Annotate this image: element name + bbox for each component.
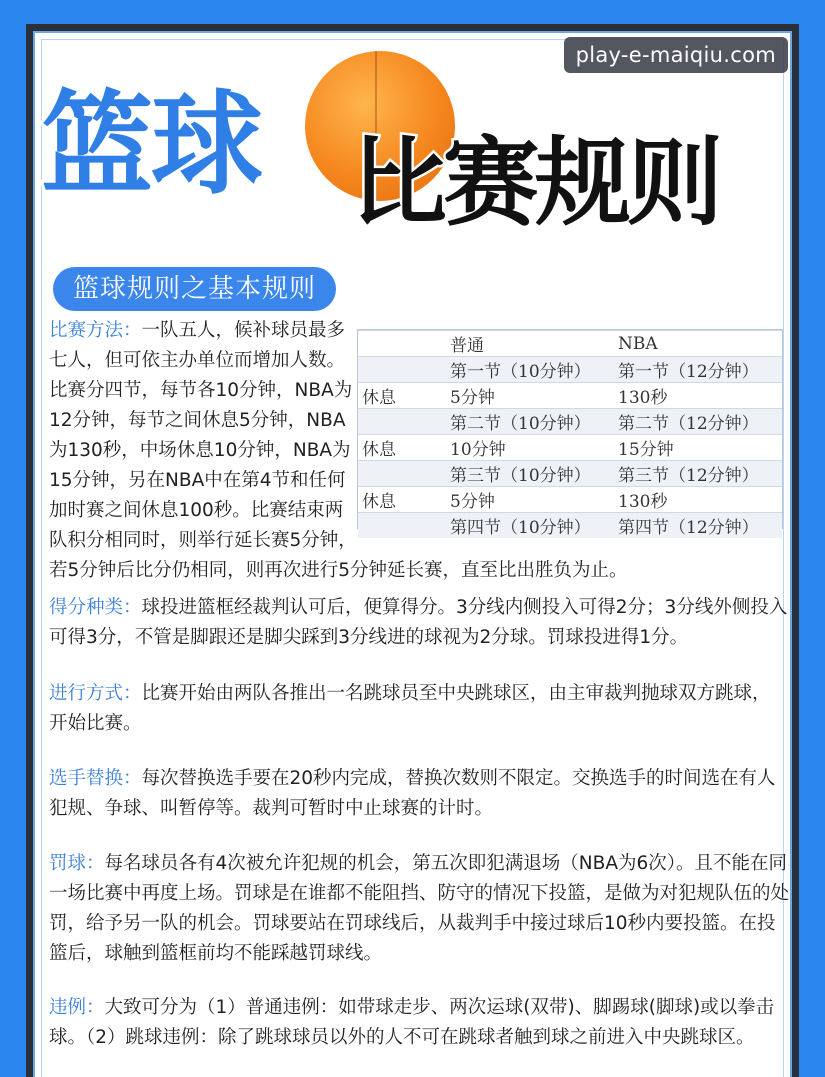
- table-row: [358, 435, 782, 461]
- label: 进行方式：: [49, 683, 142, 704]
- table-cell: 15分钟: [614, 435, 782, 461]
- table-cell: NBA: [614, 331, 782, 357]
- table-cell: 5分钟: [446, 383, 614, 409]
- table-row: [358, 331, 782, 357]
- table-cell: 第二节（10分钟）: [446, 409, 614, 435]
- poster-frame: [26, 24, 799, 1077]
- table-cell: 第一节（10分钟）: [446, 357, 614, 383]
- table-cell: [358, 461, 446, 487]
- table-row: [358, 357, 782, 383]
- table-row: [358, 409, 782, 435]
- table-cell: 第四节（10分钟）: [446, 513, 614, 539]
- line: 队积分相同时，则举行延长赛5分钟，: [49, 530, 357, 551]
- paragraph-free-throw: [49, 849, 789, 969]
- table-row: [358, 383, 782, 409]
- table-cell: 130秒: [614, 383, 782, 409]
- label: 选手替换：: [49, 768, 142, 789]
- table-cell: [358, 331, 446, 357]
- text: 比赛开始由两队各推出一名跳球员至中央跳球区，由主审裁判抛球双方跳球，开始比赛。: [49, 683, 771, 734]
- table-cell: 5分钟: [446, 487, 614, 513]
- table-cell: 第二节（12分钟）: [614, 409, 782, 435]
- title-rules: 比赛规则: [351, 127, 719, 239]
- table-cell: 第三节（12分钟）: [614, 461, 782, 487]
- label: 比赛方法：: [49, 320, 142, 341]
- line: 15分钟，另在NBA中在第4节和任何: [49, 470, 346, 491]
- table-row: [358, 487, 782, 513]
- text: 大致可分为（1）普通违例：如带球走步、两次运球(双带)、脚踢球(脚球)或以拳击球。（2）跳球违例：除了跳球球员以外的人不可在跳球者触到球之前进入中央跳球区。: [49, 997, 775, 1048]
- text: 每次替换选手要在20秒内完成，替换次数则不限定。交换选手的时间选在有人犯规、争球、叫暂停等。裁判可暂时中止球赛的计时。: [49, 768, 776, 819]
- watermark: play-e-maiqiu.com: [564, 37, 788, 73]
- section-title: 篮球规则之基本规则: [53, 267, 336, 311]
- paragraph-procedure: [49, 679, 789, 739]
- title-basketball: 篮球: [41, 80, 261, 210]
- line: 七人，但可依主办单位而增加人数。: [49, 350, 346, 371]
- text: 一队五人，候补球员最多: [141, 320, 346, 341]
- paragraph-violations: [49, 993, 789, 1053]
- table-cell: 休息: [358, 487, 446, 513]
- table-cell: 第三节（10分钟）: [446, 461, 614, 487]
- table-row: [358, 461, 782, 487]
- label: 罚球：: [49, 853, 105, 874]
- label: 违例：: [49, 997, 105, 1018]
- table-cell: 第四节（12分钟）: [614, 513, 782, 539]
- poster: [33, 31, 792, 1077]
- schedule-table-frame: [357, 329, 783, 538]
- schedule-table: [358, 330, 782, 538]
- line: 加时赛之间休息100秒。比赛结束两: [49, 500, 344, 521]
- line: 12分钟，每节之间休息5分钟，NBA: [49, 410, 346, 431]
- table-cell: [358, 409, 446, 435]
- table-cell: [358, 513, 446, 539]
- text: 每名球员各有4次被允许犯规的机会，第五次即犯满退场（NBA为6次）。且不能在同一场比赛中再度上场。罚球是在谁都不能阻挡、防守的情况下投篮，是做为对犯规队伍的处罚，给予另一队的机会。罚球要站在罚球线后，从裁判手中接过球后10秒内要投篮。在投篮后，球触到篮框前均不能踩越罚球线。: [49, 853, 790, 964]
- line: 为130秒，中场休息10分钟，NBA为: [49, 440, 351, 461]
- table-cell: 第一节（12分钟）: [614, 357, 782, 383]
- table-cell: 休息: [358, 435, 446, 461]
- table-cell: 休息: [358, 383, 446, 409]
- line: 若5分钟后比分仍相同，则再次进行5分钟延长赛，直至比出胜负为止。: [49, 560, 628, 581]
- table-cell: 10分钟: [446, 435, 614, 461]
- table-row: [358, 513, 782, 539]
- line: 比赛分四节，每节各10分钟，NBA为: [49, 380, 353, 401]
- paragraph-scoring: [49, 593, 789, 653]
- label: 得分种类：: [49, 597, 142, 618]
- text: 球投进篮框经裁判认可后，便算得分。3分线内侧投入可得2分；3分线外侧投入可得3分，不管是脚跟还是脚尖踩到3分线进的球视为2分球。罚球投进得1分。: [49, 597, 788, 648]
- table-cell: 普通: [446, 331, 614, 357]
- table-cell: [358, 357, 446, 383]
- table-cell: 130秒: [614, 487, 782, 513]
- paragraph-substitution: [49, 764, 789, 824]
